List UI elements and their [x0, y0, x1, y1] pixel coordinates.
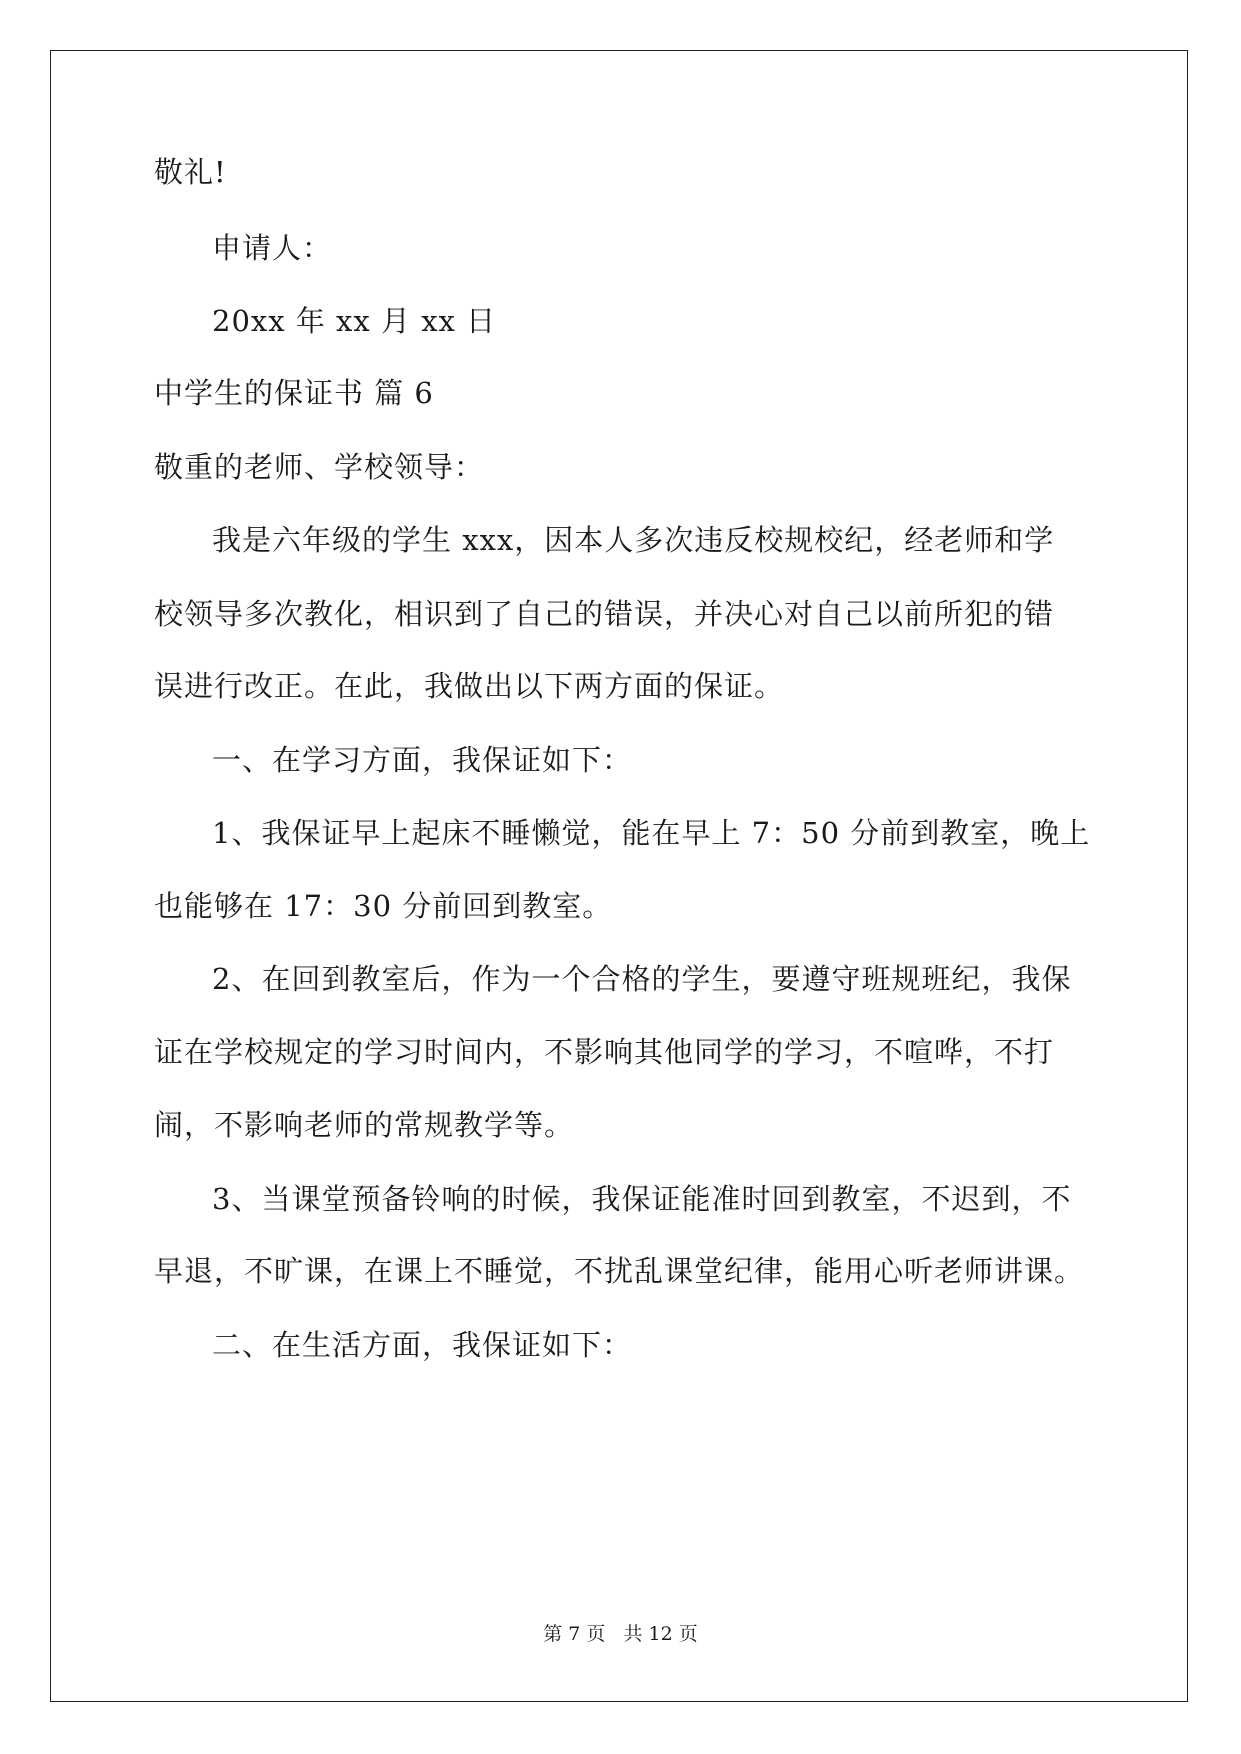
date-line: 20xx 年 xx 月 xx 日 — [212, 304, 497, 338]
page-border — [50, 50, 1188, 1702]
paragraph-line: 1、我保证早上起床不睡懒觉，能在早上 7：50 分前到教室，晚上 — [212, 816, 1091, 850]
paragraph-line: 证在学校规定的学习时间内，不影响其他同学的学习，不喧哗，不打 — [154, 1035, 1055, 1069]
salutation: 敬重的老师、学校领导： — [154, 450, 485, 484]
paragraph-line: 闹，不影响老师的常规教学等。 — [154, 1108, 575, 1142]
page-number: 第 7 页 — [543, 1623, 606, 1645]
heading-life: 二、在生活方面，我保证如下： — [212, 1328, 633, 1362]
paragraph-line: 校领导多次教化，相识到了自己的错误，并决心对自己以前所犯的错 — [154, 597, 1055, 631]
heading-study: 一、在学习方面，我保证如下： — [212, 743, 633, 777]
paragraph-line: 3、当课堂预备铃响的时候，我保证能准时回到教室，不迟到，不 — [212, 1182, 1072, 1216]
paragraph-line: 我是六年级的学生 xxx，因本人多次违反校规校纪，经老师和学 — [212, 523, 1055, 557]
closing-salute: 敬礼! — [154, 155, 227, 189]
paragraph-line: 早退，不旷课，在课上不睡觉，不扰乱课堂纪律，能用心听老师讲课。 — [154, 1254, 1085, 1288]
section-title: 中学生的保证书 篇 6 — [154, 376, 434, 410]
paragraph-line: 2、在回到教室后，作为一个合格的学生，要遵守班规班纪，我保 — [212, 962, 1072, 996]
paragraph-line: 误进行改正。在此，我做出以下两方面的保证。 — [154, 669, 785, 703]
page-total: 共 12 页 — [623, 1623, 698, 1645]
paragraph-line: 也能够在 17：30 分前回到教室。 — [154, 889, 613, 923]
page-footer — [0, 1622, 1241, 1646]
applicant-label: 申请人： — [212, 231, 333, 265]
